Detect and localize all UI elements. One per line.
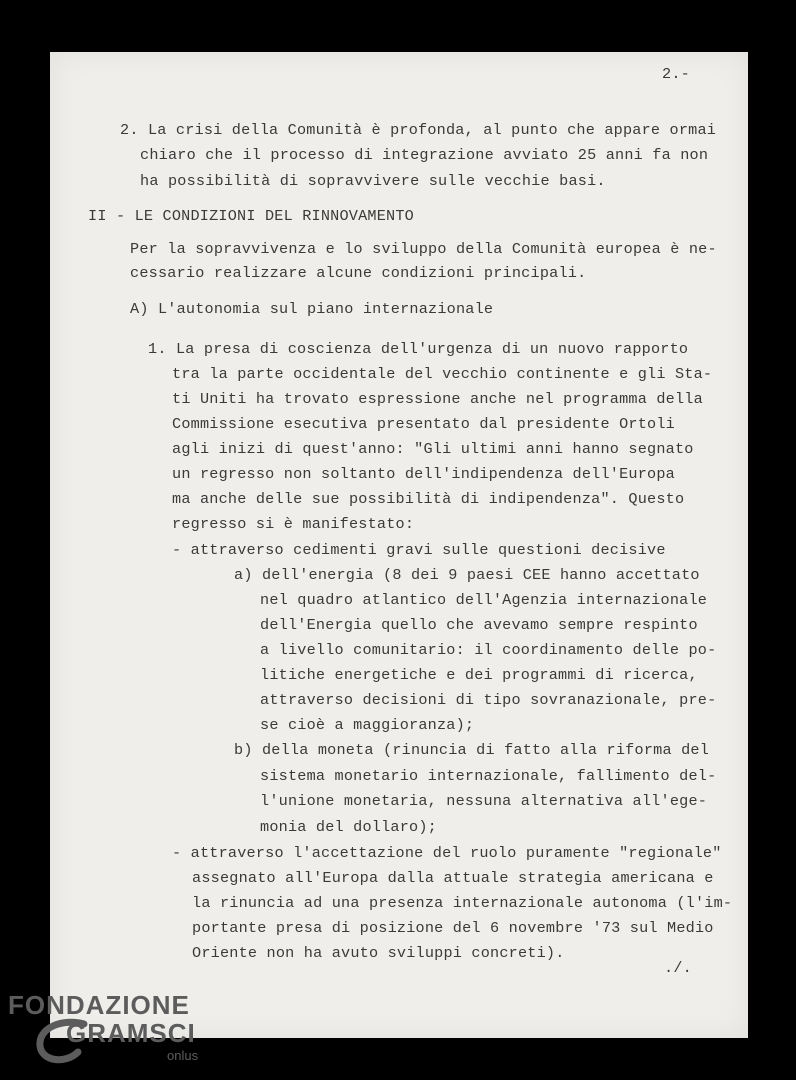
text-line: l'unione monetaria, nessuna alternativa all'ege- xyxy=(260,792,708,810)
text-line: portante presa di posizione del 6 novembre '73 sul Medio xyxy=(192,919,714,937)
text-line: se cioè a maggioranza); xyxy=(260,716,475,734)
text-line: agli inizi di quest'anno: "Gli ultimi anni hanno segnato xyxy=(172,440,694,458)
text-line: ti Uniti ha trovato espressione anche nel programma della xyxy=(172,390,703,408)
text-line: un regresso non soltanto dell'indipendenza dell'Europa xyxy=(172,465,675,483)
text-line: attraverso decisioni di tipo sovranazionale, pre- xyxy=(260,691,717,709)
text-line: litiche energetiche e dei programmi di ricerca, xyxy=(260,666,698,684)
text-line: sistema monetario internazionale, fallimento del- xyxy=(260,767,717,785)
continuation-mark: ./. xyxy=(664,959,692,977)
page-number: 2.- xyxy=(662,65,690,83)
text-line: regresso si è manifestato: xyxy=(172,515,415,533)
watermark-line1: FONDAZIONE xyxy=(8,990,190,1020)
text-line: nel quadro atlantico dell'Agenzia internazionale xyxy=(260,591,708,609)
text-line: - attraverso cedimenti gravi sulle questioni decisive xyxy=(172,541,666,559)
text-line: assegnato all'Europa dalla attuale strategia americana e xyxy=(192,869,714,887)
text-line: la rinuncia ad una presenza internazionale autonoma (l'im- xyxy=(192,894,733,912)
text-line: tra la parte occidentale del vecchio continente e gli Sta- xyxy=(172,365,713,383)
text-line: ma anche delle sue possibilità di indipendenza". Questo xyxy=(172,490,685,508)
text-line: cessario realizzare alcune condizioni principali. xyxy=(130,264,587,282)
text-line: 2. La crisi della Comunità è profonda, al punto che appare ormai xyxy=(120,121,717,139)
fondazione-gramsci-watermark xyxy=(4,990,204,1070)
text-line: monia del dollaro); xyxy=(260,818,437,836)
watermark-suffix: onlus xyxy=(167,1048,199,1063)
watermark-line2: GRAMSCI xyxy=(66,1018,196,1048)
text-line: Commissione esecutiva presentato dal presidente Ortoli xyxy=(172,415,675,433)
text-line: 1. La presa di coscienza dell'urgenza di un nuovo rapporto xyxy=(148,340,689,358)
text-line: Oriente non ha avuto sviluppi concreti). xyxy=(192,944,565,962)
subsection-heading: A) L'autonomia sul piano internazionale xyxy=(130,300,494,318)
section-heading: II - LE CONDIZIONI DEL RINNOVAMENTO xyxy=(88,207,414,225)
text-line: ha possibilità di sopravvivere sulle vecchie basi. xyxy=(140,172,606,190)
text-line: dell'Energia quello che avevamo sempre respinto xyxy=(260,616,698,634)
text-line: Per la sopravvivenza e lo sviluppo della Comunità europea è ne- xyxy=(130,240,717,258)
text-line: a) dell'energia (8 dei 9 paesi CEE hanno accettato xyxy=(234,566,700,584)
text-line: chiaro che il processo di integrazione avviato 25 anni fa non xyxy=(140,146,709,164)
text-line: b) della moneta (rinuncia di fatto alla riforma del xyxy=(234,741,710,759)
document-page xyxy=(50,52,748,1038)
text-line: a livello comunitario: il coordinamento delle po- xyxy=(260,641,717,659)
text-line: - attraverso l'accettazione del ruolo puramente "regionale" xyxy=(172,844,722,862)
